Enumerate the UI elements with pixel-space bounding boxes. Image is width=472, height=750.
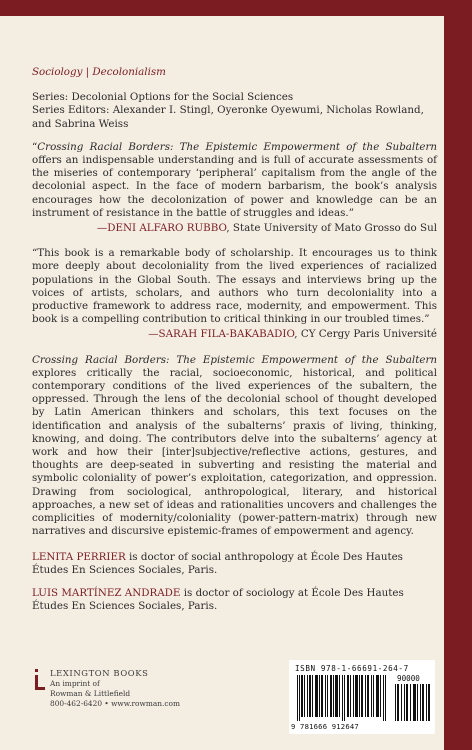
description-body: explores critically the racial, socioeconomic, historical, and political contemporary conditions of the lived experiences of the subaltern, the oppressed. Through the lens of the decolonial school of thought developed by Latin American thinkers and scholars, this text focuses on the identification and analysis of the subalterns’ praxis of living, thinking, knowing, and doing. The contributors delve into the subalterns’ agency at work and how their [inter]subjective/reflective actions, gestures, and thoughts are deep-seated in subverting and resisting the material and symbolic coloniality of power’s exploitation, categorization, and oppression. Drawing from sociological, anthropological, literary, and historical approaches, a new set of ideas and rationalities uncovers and challenges the complicities of modernity/coloniality (power-pattern-matrix) through new narratives and discursive epistemic-frames of empowerment and agency. (32, 366, 437, 538)
quote-book-title: Crossing Racial Borders: The Epistemic Empowerment of the Subaltern (37, 140, 437, 153)
publisher-text (50, 667, 230, 709)
endorsement-quote-1 (32, 141, 437, 220)
endorser-affiliation: , CY Cergy Paris Université (294, 328, 437, 341)
ean-digits: 9 781666 912647 (291, 722, 359, 731)
endorser-name: DENI ALFARO RUBBO (107, 222, 227, 235)
attribution-dash: — (96, 222, 108, 235)
attribution-dash: — (148, 328, 159, 341)
series-editors: Series Editors: Alexander I. Stingl, Oyeronke Oyewumi, Nicholas Rowland, and Sabrina Weiss (32, 104, 424, 130)
description-book-title: Crossing Racial Borders: The Epistemic Empowerment of the Subaltern (32, 353, 437, 366)
isbn-text: ISBN 978-1-66691-264-7 (295, 664, 409, 673)
publisher-parent: Rowman & Littlefield (50, 689, 131, 698)
quote-open-mark: “ (32, 140, 38, 153)
endorsement-quote-2: “This book is a remarkable body of scholarship. It encourages us to think more deeply about decoloniality from the lived experiences of racialized populations in the Global South. The essays and interviews bring up the voices of artists, scholars, and authors who turn decoloniality into a productive framework to address race, modernity, and empowerment. This book is a compelling contribution to critical thinking in our troubled times.” (32, 247, 437, 326)
author-bio-text: is doctor of social anthropology at École Des Hautes Études En Sciences Sociales, Paris. (32, 550, 403, 576)
subject-category: Sociology | Decolonialism (32, 66, 166, 78)
endorsement-attribution-2 (32, 328, 437, 341)
author-bio-2 (32, 587, 437, 613)
quote-body: offers an indispensable understanding and is full of accurate assessments of the miseries of contemporary ‘peripheral’ capitalism from the angle of the decolonial aspect. In the face of modern barbarism, the book’s analysis encourages how the decolonization of power and knowledge can be an instrument of resistance in the battle of struggles and ideas.” (32, 154, 437, 219)
price-barcode-icon (395, 684, 431, 721)
publisher-name: LEXINGTON BOOKS (50, 668, 149, 678)
publisher-logo-icon (32, 669, 46, 693)
publisher-imprint-label: An imprint of (50, 679, 100, 688)
price-code: 90000 (397, 674, 420, 683)
endorser-name: SARAH FILA-BAKABADIO (158, 328, 295, 341)
author-name: LENITA PERRIER (32, 550, 126, 563)
book-description (32, 354, 437, 539)
endorsement-attribution-1 (32, 222, 437, 235)
series-title: Series: Decolonial Options for the Social Sciences (32, 91, 294, 104)
publisher-contact: 800-462-6420 • www.rowman.com (50, 699, 180, 708)
ean-barcode-icon (297, 675, 389, 721)
author-name: LUIS MARTÍNEZ ANDRADE (32, 586, 181, 599)
barcode-box (289, 660, 435, 734)
endorser-affiliation: , State University of Mato Grosso do Sul (226, 222, 437, 235)
series-info (32, 91, 437, 131)
back-cover-text (32, 66, 437, 623)
top-color-band (0, 0, 472, 16)
spine-band (444, 0, 472, 750)
author-bio-text: is doctor of sociology at École Des Hautes Études En Sciences Sociales, Paris. (32, 586, 404, 613)
author-bio-1 (32, 551, 437, 577)
